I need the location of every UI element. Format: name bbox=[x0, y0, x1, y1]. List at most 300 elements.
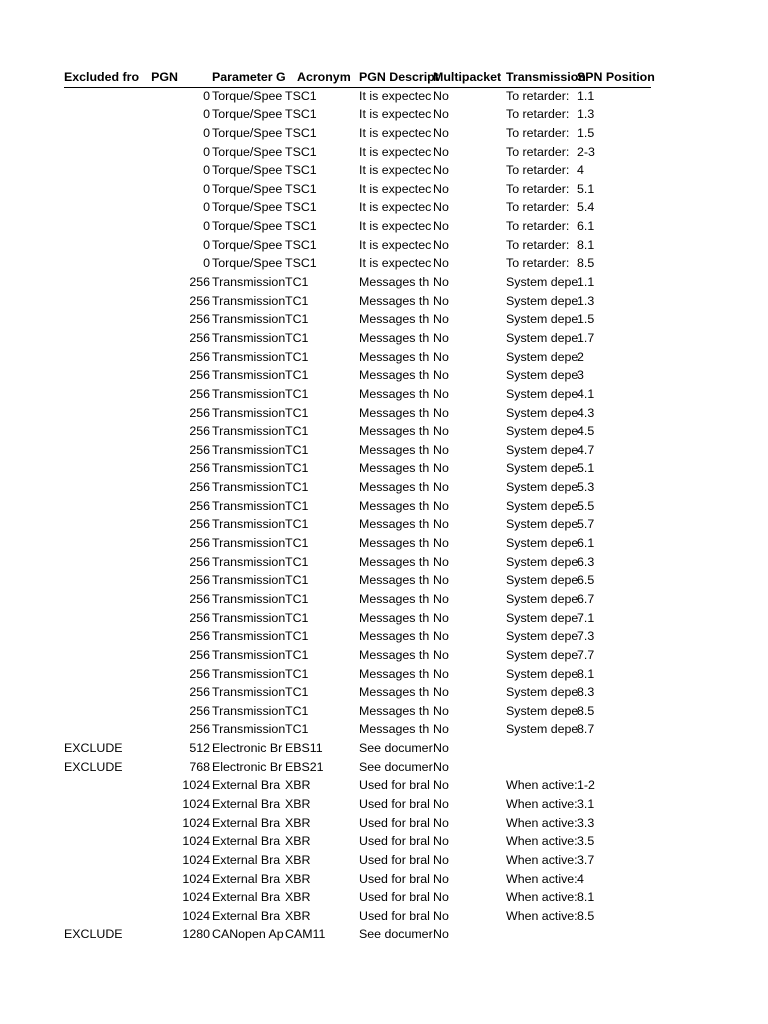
cell-pgn-description[interactable]: It is expectec bbox=[359, 237, 432, 252]
cell-pgn[interactable]: 0 bbox=[203, 125, 210, 140]
cell-multipacket[interactable]: No bbox=[433, 908, 449, 923]
cell-transmission[interactable]: To retarder: bbox=[506, 181, 570, 196]
cell-multipacket[interactable]: No bbox=[433, 312, 449, 327]
cell-excluded[interactable]: EXCLUDE bbox=[64, 927, 123, 942]
cell-parameter-group[interactable]: Transmission bbox=[212, 293, 286, 308]
cell-acronym[interactable]: XBR bbox=[285, 871, 311, 886]
cell-pgn-description[interactable]: Messages th bbox=[359, 480, 430, 495]
cell-pgn[interactable]: 0 bbox=[203, 107, 210, 122]
cell-multipacket[interactable]: No bbox=[433, 778, 449, 793]
cell-multipacket[interactable]: No bbox=[433, 237, 449, 252]
cell-pgn-description[interactable]: Messages th bbox=[359, 647, 430, 662]
cell-parameter-group[interactable]: Transmission bbox=[212, 498, 286, 513]
cell-pgn[interactable]: 256 bbox=[189, 293, 210, 308]
cell-transmission[interactable]: System depe bbox=[506, 424, 579, 439]
cell-pgn[interactable]: 256 bbox=[189, 386, 210, 401]
cell-transmission[interactable]: To retarder: bbox=[506, 237, 570, 252]
cell-transmission[interactable]: System depe bbox=[506, 517, 579, 532]
cell-spn-position[interactable]: 6.1 bbox=[577, 536, 595, 551]
cell-pgn[interactable]: 256 bbox=[189, 368, 210, 383]
cell-parameter-group[interactable]: External Bra bbox=[212, 796, 281, 811]
cell-parameter-group[interactable]: Torque/Spee bbox=[212, 237, 283, 252]
cell-multipacket[interactable]: No bbox=[433, 442, 449, 457]
cell-pgn-description[interactable]: Messages th bbox=[359, 591, 430, 606]
cell-transmission[interactable]: System depe bbox=[506, 703, 579, 718]
cell-pgn-description[interactable]: It is expectec bbox=[359, 163, 432, 178]
cell-spn-position[interactable]: 3.1 bbox=[577, 796, 595, 811]
cell-pgn-description[interactable]: See documer bbox=[359, 927, 433, 942]
cell-transmission[interactable]: System depe bbox=[506, 591, 579, 606]
cell-spn-position[interactable]: 8.1 bbox=[577, 666, 595, 681]
cell-transmission[interactable] bbox=[506, 925, 577, 944]
cell-pgn[interactable]: 1024 bbox=[182, 852, 210, 867]
cell-acronym[interactable]: TC1 bbox=[285, 480, 309, 495]
cell-pgn-description[interactable]: Used for bral bbox=[359, 815, 430, 830]
cell-parameter-group[interactable]: Torque/Spee bbox=[212, 144, 283, 159]
cell-pgn-description[interactable]: Used for bral bbox=[359, 908, 430, 923]
cell-pgn-description[interactable]: Messages th bbox=[359, 368, 430, 383]
cell-pgn[interactable]: 1024 bbox=[182, 908, 210, 923]
cell-parameter-group[interactable]: Transmission bbox=[212, 330, 286, 345]
cell-pgn-description[interactable]: Used for bral bbox=[359, 796, 430, 811]
cell-transmission[interactable]: System depe bbox=[506, 386, 579, 401]
cell-multipacket[interactable]: No bbox=[433, 536, 449, 551]
cell-spn-position[interactable]: 5.7 bbox=[577, 517, 595, 532]
cell-pgn[interactable]: 0 bbox=[203, 200, 210, 215]
cell-pgn[interactable]: 0 bbox=[203, 256, 210, 271]
cell-pgn[interactable]: 256 bbox=[189, 685, 210, 700]
cell-acronym[interactable]: TSC1 bbox=[285, 107, 317, 122]
cell-spn-position[interactable] bbox=[577, 758, 657, 777]
cell-transmission[interactable]: System depe bbox=[506, 722, 579, 737]
cell-transmission[interactable]: To retarder: bbox=[506, 125, 570, 140]
cell-multipacket[interactable]: No bbox=[433, 88, 449, 103]
cell-multipacket[interactable]: No bbox=[433, 722, 449, 737]
cell-multipacket[interactable]: No bbox=[433, 852, 449, 867]
cell-transmission[interactable]: System depe bbox=[506, 536, 579, 551]
cell-spn-position[interactable] bbox=[577, 925, 657, 944]
cell-pgn-description[interactable]: Messages th bbox=[359, 386, 430, 401]
cell-acronym[interactable]: TC1 bbox=[285, 275, 309, 290]
cell-pgn[interactable]: 1024 bbox=[182, 778, 210, 793]
cell-acronym[interactable]: TC1 bbox=[285, 498, 309, 513]
cell-spn-position[interactable]: 1.1 bbox=[577, 88, 595, 103]
cell-multipacket[interactable]: No bbox=[433, 107, 449, 122]
cell-multipacket[interactable]: No bbox=[433, 200, 449, 215]
cell-transmission[interactable]: When active: bbox=[506, 796, 578, 811]
cell-multipacket[interactable]: No bbox=[433, 125, 449, 140]
cell-spn-position[interactable]: 1.7 bbox=[577, 330, 595, 345]
cell-acronym[interactable]: TC1 bbox=[285, 386, 309, 401]
cell-transmission[interactable]: To retarder: bbox=[506, 88, 570, 103]
cell-spn-position[interactable]: 8.1 bbox=[577, 237, 595, 252]
cell-parameter-group[interactable]: Transmission bbox=[212, 685, 286, 700]
cell-multipacket[interactable]: No bbox=[433, 275, 449, 290]
cell-pgn-description[interactable]: It is expectec bbox=[359, 200, 432, 215]
cell-multipacket[interactable]: No bbox=[433, 293, 449, 308]
cell-pgn[interactable]: 0 bbox=[203, 88, 210, 103]
cell-acronym[interactable]: CAM11 bbox=[285, 927, 326, 942]
cell-acronym[interactable]: TC1 bbox=[285, 591, 309, 606]
cell-parameter-group[interactable]: Transmission bbox=[212, 275, 286, 290]
cell-transmission[interactable]: When active: bbox=[506, 852, 578, 867]
cell-acronym[interactable]: TSC1 bbox=[285, 144, 317, 159]
cell-acronym[interactable]: TC1 bbox=[285, 573, 309, 588]
cell-pgn-description[interactable]: Messages th bbox=[359, 610, 430, 625]
cell-acronym[interactable]: TSC1 bbox=[285, 219, 317, 234]
cell-pgn[interactable]: 256 bbox=[189, 275, 210, 290]
cell-parameter-group[interactable]: External Bra bbox=[212, 871, 281, 886]
cell-pgn[interactable]: 256 bbox=[189, 405, 210, 420]
cell-parameter-group[interactable]: Torque/Spee bbox=[212, 107, 283, 122]
cell-transmission[interactable]: System depe bbox=[506, 573, 579, 588]
cell-pgn[interactable]: 256 bbox=[189, 647, 210, 662]
cell-multipacket[interactable]: No bbox=[433, 629, 449, 644]
cell-pgn[interactable]: 256 bbox=[189, 536, 210, 551]
cell-pgn-description[interactable]: It is expectec bbox=[359, 88, 432, 103]
cell-pgn-description[interactable]: Messages th bbox=[359, 349, 430, 364]
cell-spn-position[interactable]: 4.5 bbox=[577, 424, 595, 439]
cell-pgn-description[interactable]: Messages th bbox=[359, 554, 430, 569]
cell-pgn-description[interactable]: See documer bbox=[359, 741, 433, 756]
cell-pgn[interactable]: 256 bbox=[189, 349, 210, 364]
cell-acronym[interactable]: EBS11 bbox=[285, 741, 323, 756]
cell-acronym[interactable]: TSC1 bbox=[285, 125, 317, 140]
cell-spn-position[interactable]: 6.1 bbox=[577, 219, 595, 234]
cell-parameter-group[interactable]: Transmission bbox=[212, 666, 286, 681]
cell-multipacket[interactable]: No bbox=[433, 815, 449, 830]
cell-transmission[interactable]: System depe bbox=[506, 685, 579, 700]
cell-pgn[interactable]: 256 bbox=[189, 312, 210, 327]
cell-multipacket[interactable]: No bbox=[433, 163, 449, 178]
cell-parameter-group[interactable]: Transmission bbox=[212, 424, 286, 439]
cell-pgn[interactable]: 512 bbox=[189, 741, 210, 756]
cell-pgn[interactable]: 1280 bbox=[182, 927, 210, 942]
cell-multipacket[interactable]: No bbox=[433, 759, 449, 774]
cell-parameter-group[interactable]: Torque/Spee bbox=[212, 256, 283, 271]
cell-acronym[interactable]: EBS21 bbox=[285, 759, 324, 774]
cell-parameter-group[interactable]: External Bra bbox=[212, 778, 281, 793]
header-acronym[interactable]: Acronym bbox=[297, 70, 351, 84]
cell-multipacket[interactable]: No bbox=[433, 890, 449, 905]
cell-spn-position[interactable]: 8.3 bbox=[577, 685, 595, 700]
cell-spn-position[interactable]: 8.5 bbox=[577, 256, 595, 271]
cell-parameter-group[interactable]: Transmission bbox=[212, 722, 286, 737]
cell-parameter-group[interactable]: Transmission bbox=[212, 386, 286, 401]
cell-multipacket[interactable]: No bbox=[433, 610, 449, 625]
cell-transmission[interactable]: System depe bbox=[506, 442, 579, 457]
cell-transmission[interactable]: System depe bbox=[506, 461, 579, 476]
cell-spn-position[interactable]: 1.3 bbox=[577, 293, 595, 308]
cell-transmission[interactable]: System depe bbox=[506, 368, 579, 383]
cell-spn-position[interactable]: 3.3 bbox=[577, 815, 595, 830]
header-pgn-description[interactable]: PGN Descript bbox=[359, 70, 439, 84]
cell-spn-position[interactable]: 5.5 bbox=[577, 498, 595, 513]
cell-acronym[interactable]: TC1 bbox=[285, 554, 309, 569]
cell-acronym[interactable]: TSC1 bbox=[285, 88, 317, 103]
cell-transmission[interactable]: System depe bbox=[506, 554, 579, 569]
cell-pgn-description[interactable]: Messages th bbox=[359, 424, 430, 439]
cell-multipacket[interactable]: No bbox=[433, 517, 449, 532]
cell-transmission[interactable]: System depe bbox=[506, 480, 579, 495]
cell-acronym[interactable]: XBR bbox=[285, 834, 311, 849]
cell-parameter-group[interactable]: Transmission bbox=[212, 703, 286, 718]
cell-pgn[interactable]: 1024 bbox=[182, 871, 210, 886]
cell-acronym[interactable]: TC1 bbox=[285, 536, 309, 551]
cell-transmission[interactable]: System depe bbox=[506, 349, 579, 364]
cell-pgn[interactable]: 256 bbox=[189, 480, 210, 495]
cell-spn-position[interactable]: 4.7 bbox=[577, 442, 595, 457]
cell-pgn[interactable]: 1024 bbox=[182, 890, 210, 905]
cell-pgn[interactable]: 1024 bbox=[182, 815, 210, 830]
cell-parameter-group[interactable]: Transmission bbox=[212, 629, 286, 644]
cell-acronym[interactable]: XBR bbox=[285, 908, 311, 923]
cell-multipacket[interactable]: No bbox=[433, 368, 449, 383]
cell-pgn[interactable]: 0 bbox=[203, 144, 210, 159]
cell-transmission[interactable]: System depe bbox=[506, 629, 579, 644]
cell-acronym[interactable]: TC1 bbox=[285, 722, 309, 737]
cell-pgn-description[interactable]: Messages th bbox=[359, 536, 430, 551]
cell-parameter-group[interactable]: Transmission bbox=[212, 349, 286, 364]
cell-transmission[interactable]: To retarder: bbox=[506, 163, 570, 178]
cell-acronym[interactable]: XBR bbox=[285, 778, 311, 793]
cell-parameter-group[interactable]: Transmission bbox=[212, 573, 286, 588]
cell-parameter-group[interactable]: Torque/Spee bbox=[212, 88, 283, 103]
cell-spn-position[interactable]: 4.3 bbox=[577, 405, 595, 420]
cell-spn-position[interactable]: 1.3 bbox=[577, 107, 595, 122]
cell-pgn[interactable]: 256 bbox=[189, 517, 210, 532]
cell-parameter-group[interactable]: Electronic Br bbox=[212, 741, 283, 756]
cell-parameter-group[interactable]: Transmission bbox=[212, 368, 286, 383]
cell-pgn-description[interactable]: It is expectec bbox=[359, 107, 432, 122]
cell-pgn-description[interactable]: Messages th bbox=[359, 293, 430, 308]
cell-parameter-group[interactable]: Transmission bbox=[212, 536, 286, 551]
cell-acronym[interactable]: TC1 bbox=[285, 461, 309, 476]
cell-multipacket[interactable]: No bbox=[433, 647, 449, 662]
cell-transmission[interactable]: System depe bbox=[506, 312, 579, 327]
cell-acronym[interactable]: TSC1 bbox=[285, 237, 317, 252]
cell-multipacket[interactable]: No bbox=[433, 871, 449, 886]
cell-transmission[interactable]: To retarder: bbox=[506, 219, 570, 234]
cell-excluded[interactable]: EXCLUDE bbox=[64, 759, 123, 774]
header-transmission[interactable]: Transmission bbox=[506, 70, 586, 84]
cell-pgn[interactable]: 1024 bbox=[182, 796, 210, 811]
cell-parameter-group[interactable]: Torque/Spee bbox=[212, 181, 283, 196]
cell-multipacket[interactable]: No bbox=[433, 927, 449, 942]
cell-acronym[interactable]: XBR bbox=[285, 852, 311, 867]
cell-multipacket[interactable]: No bbox=[433, 573, 449, 588]
cell-multipacket[interactable]: No bbox=[433, 386, 449, 401]
cell-pgn[interactable]: 0 bbox=[203, 237, 210, 252]
cell-transmission[interactable]: When active: bbox=[506, 871, 578, 886]
cell-acronym[interactable]: TC1 bbox=[285, 685, 309, 700]
cell-acronym[interactable]: TC1 bbox=[285, 610, 309, 625]
cell-transmission[interactable]: When active: bbox=[506, 890, 578, 905]
cell-parameter-group[interactable]: Transmission bbox=[212, 461, 286, 476]
cell-acronym[interactable]: TC1 bbox=[285, 647, 309, 662]
cell-parameter-group[interactable]: Electronic Br bbox=[212, 759, 283, 774]
cell-transmission[interactable]: System depe bbox=[506, 610, 579, 625]
cell-pgn-description[interactable]: It is expectec bbox=[359, 181, 432, 196]
cell-acronym[interactable]: TC1 bbox=[285, 293, 309, 308]
cell-pgn-description[interactable]: Messages th bbox=[359, 685, 430, 700]
header-pgn[interactable]: PGN bbox=[151, 70, 178, 84]
cell-pgn-description[interactable]: See documer bbox=[359, 759, 433, 774]
cell-pgn-description[interactable]: Messages th bbox=[359, 703, 430, 718]
cell-pgn-description[interactable]: Messages th bbox=[359, 498, 430, 513]
cell-pgn-description[interactable]: Messages th bbox=[359, 573, 430, 588]
cell-transmission[interactable]: To retarder: bbox=[506, 107, 570, 122]
cell-transmission[interactable]: When active: bbox=[506, 908, 578, 923]
cell-parameter-group[interactable]: External Bra bbox=[212, 908, 281, 923]
cell-transmission[interactable]: System depe bbox=[506, 666, 579, 681]
cell-parameter-group[interactable]: Transmission bbox=[212, 647, 286, 662]
cell-pgn-description[interactable]: Used for bral bbox=[359, 890, 430, 905]
cell-spn-position[interactable]: 8.7 bbox=[577, 722, 595, 737]
cell-pgn-description[interactable]: Used for bral bbox=[359, 871, 430, 886]
cell-pgn[interactable]: 256 bbox=[189, 498, 210, 513]
cell-spn-position[interactable]: 6.3 bbox=[577, 554, 595, 569]
cell-acronym[interactable]: TC1 bbox=[285, 312, 309, 327]
cell-multipacket[interactable]: No bbox=[433, 685, 449, 700]
cell-multipacket[interactable]: No bbox=[433, 741, 449, 756]
cell-parameter-group[interactable]: Transmission bbox=[212, 312, 286, 327]
header-excluded[interactable]: Excluded fro bbox=[64, 70, 140, 84]
header-spn-position[interactable]: SPN Position bbox=[577, 70, 655, 84]
cell-pgn[interactable]: 256 bbox=[189, 722, 210, 737]
cell-spn-position[interactable]: 1.5 bbox=[577, 125, 595, 140]
cell-pgn[interactable]: 256 bbox=[189, 330, 210, 345]
cell-pgn-description[interactable]: Used for bral bbox=[359, 834, 430, 849]
cell-parameter-group[interactable]: Transmission bbox=[212, 405, 286, 420]
cell-acronym[interactable]: TC1 bbox=[285, 703, 309, 718]
cell-parameter-group[interactable]: Transmission bbox=[212, 442, 286, 457]
cell-pgn-description[interactable]: Used for bral bbox=[359, 852, 430, 867]
cell-spn-position[interactable]: 7.3 bbox=[577, 629, 595, 644]
cell-parameter-group[interactable]: Torque/Spee bbox=[212, 219, 283, 234]
cell-pgn[interactable]: 0 bbox=[203, 163, 210, 178]
cell-multipacket[interactable]: No bbox=[433, 405, 449, 420]
cell-pgn[interactable]: 256 bbox=[189, 610, 210, 625]
cell-pgn-description[interactable]: Messages th bbox=[359, 330, 430, 345]
cell-acronym[interactable]: TC1 bbox=[285, 629, 309, 644]
cell-multipacket[interactable]: No bbox=[433, 796, 449, 811]
cell-transmission[interactable]: When active: bbox=[506, 815, 578, 830]
cell-multipacket[interactable]: No bbox=[433, 554, 449, 569]
cell-pgn[interactable]: 256 bbox=[189, 461, 210, 476]
cell-pgn-description[interactable]: Messages th bbox=[359, 722, 430, 737]
cell-transmission[interactable]: System depe bbox=[506, 293, 579, 308]
cell-multipacket[interactable]: No bbox=[433, 181, 449, 196]
cell-parameter-group[interactable]: Torque/Spee bbox=[212, 125, 283, 140]
cell-pgn[interactable]: 1024 bbox=[182, 834, 210, 849]
cell-multipacket[interactable]: No bbox=[433, 591, 449, 606]
cell-multipacket[interactable]: No bbox=[433, 424, 449, 439]
cell-parameter-group[interactable]: Transmission bbox=[212, 591, 286, 606]
cell-spn-position[interactable]: 1-2 bbox=[577, 778, 595, 793]
cell-pgn-description[interactable]: It is expectec bbox=[359, 144, 432, 159]
cell-transmission[interactable]: System depe bbox=[506, 330, 579, 345]
cell-multipacket[interactable]: No bbox=[433, 349, 449, 364]
cell-pgn-description[interactable]: Messages th bbox=[359, 629, 430, 644]
cell-parameter-group[interactable]: External Bra bbox=[212, 890, 281, 905]
cell-spn-position[interactable]: 6.7 bbox=[577, 591, 595, 606]
cell-acronym[interactable]: TSC1 bbox=[285, 256, 317, 271]
cell-pgn-description[interactable]: Messages th bbox=[359, 666, 430, 681]
cell-multipacket[interactable]: No bbox=[433, 498, 449, 513]
cell-spn-position[interactable]: 4 bbox=[577, 871, 584, 886]
cell-parameter-group[interactable]: External Bra bbox=[212, 815, 281, 830]
cell-parameter-group[interactable]: Torque/Spee bbox=[212, 163, 283, 178]
cell-acronym[interactable]: XBR bbox=[285, 890, 311, 905]
cell-spn-position[interactable]: 3 bbox=[577, 368, 584, 383]
cell-transmission[interactable]: To retarder: bbox=[506, 200, 570, 215]
cell-multipacket[interactable]: No bbox=[433, 144, 449, 159]
cell-pgn-description[interactable]: Messages th bbox=[359, 312, 430, 327]
cell-spn-position[interactable]: 5.4 bbox=[577, 200, 595, 215]
cell-acronym[interactable]: TC1 bbox=[285, 442, 309, 457]
cell-spn-position[interactable] bbox=[577, 739, 657, 758]
cell-spn-position[interactable]: 1.5 bbox=[577, 312, 595, 327]
cell-spn-position[interactable]: 2 bbox=[577, 349, 584, 364]
cell-acronym[interactable]: TC1 bbox=[285, 405, 309, 420]
cell-multipacket[interactable]: No bbox=[433, 666, 449, 681]
cell-pgn[interactable]: 256 bbox=[189, 442, 210, 457]
cell-spn-position[interactable]: 8.5 bbox=[577, 908, 595, 923]
cell-transmission[interactable]: System depe bbox=[506, 647, 579, 662]
cell-acronym[interactable]: TC1 bbox=[285, 666, 309, 681]
cell-transmission[interactable]: To retarder: bbox=[506, 256, 570, 271]
cell-transmission[interactable]: When active: bbox=[506, 778, 578, 793]
cell-pgn-description[interactable]: It is expectec bbox=[359, 256, 432, 271]
cell-transmission[interactable]: To retarder: bbox=[506, 144, 570, 159]
cell-pgn[interactable]: 256 bbox=[189, 666, 210, 681]
cell-pgn[interactable]: 256 bbox=[189, 573, 210, 588]
cell-pgn[interactable]: 256 bbox=[189, 591, 210, 606]
cell-acronym[interactable]: TC1 bbox=[285, 330, 309, 345]
cell-multipacket[interactable]: No bbox=[433, 330, 449, 345]
cell-acronym[interactable]: TSC1 bbox=[285, 181, 317, 196]
cell-parameter-group[interactable]: External Bra bbox=[212, 852, 281, 867]
header-multipacket[interactable]: Multipacket bbox=[433, 70, 502, 84]
cell-spn-position[interactable]: 3.7 bbox=[577, 852, 595, 867]
cell-pgn-description[interactable]: It is expectec bbox=[359, 219, 432, 234]
cell-transmission[interactable]: System depe bbox=[506, 405, 579, 420]
cell-parameter-group[interactable]: Transmission bbox=[212, 554, 286, 569]
cell-transmission[interactable]: System depe bbox=[506, 498, 579, 513]
cell-pgn-description[interactable]: Messages th bbox=[359, 405, 430, 420]
cell-pgn[interactable]: 0 bbox=[203, 219, 210, 234]
cell-multipacket[interactable]: No bbox=[433, 219, 449, 234]
cell-transmission[interactable]: When active: bbox=[506, 834, 578, 849]
cell-parameter-group[interactable]: Transmission bbox=[212, 610, 286, 625]
cell-pgn-description[interactable]: Messages th bbox=[359, 442, 430, 457]
cell-multipacket[interactable]: No bbox=[433, 703, 449, 718]
cell-spn-position[interactable]: 5.3 bbox=[577, 480, 595, 495]
cell-spn-position[interactable]: 7.1 bbox=[577, 610, 595, 625]
cell-spn-position[interactable]: 5.1 bbox=[577, 461, 595, 476]
cell-pgn-description[interactable]: It is expectec bbox=[359, 125, 432, 140]
cell-parameter-group[interactable]: Transmission bbox=[212, 517, 286, 532]
cell-parameter-group[interactable]: Transmission bbox=[212, 480, 286, 495]
cell-pgn[interactable]: 256 bbox=[189, 554, 210, 569]
cell-acronym[interactable]: TC1 bbox=[285, 517, 309, 532]
cell-multipacket[interactable]: No bbox=[433, 461, 449, 476]
cell-pgn-description[interactable]: Messages th bbox=[359, 461, 430, 476]
cell-spn-position[interactable]: 7.7 bbox=[577, 647, 595, 662]
cell-spn-position[interactable]: 4 bbox=[577, 163, 584, 178]
cell-pgn-description[interactable]: Messages th bbox=[359, 517, 430, 532]
